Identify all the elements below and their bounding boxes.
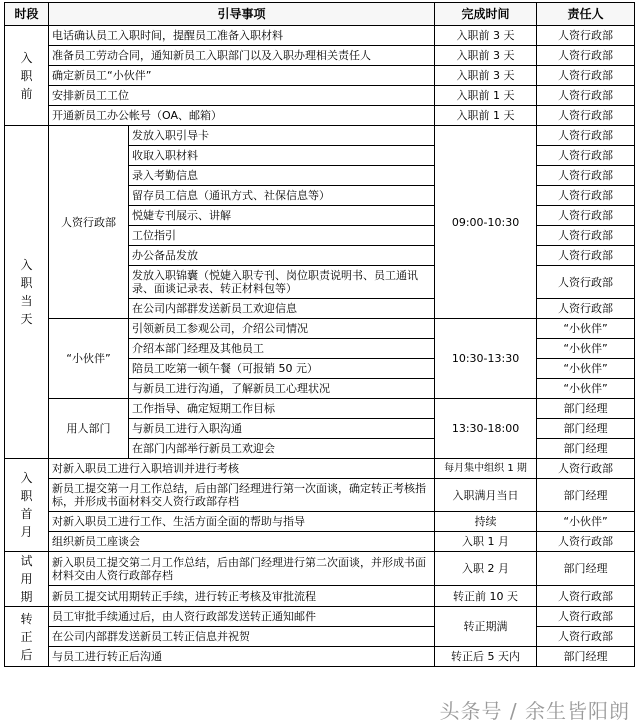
table-row [5,46,635,66]
owner-cell: “小伙伴” [537,339,635,359]
table-row [5,512,635,532]
item-cell: 确定新员工“小伙伴” [49,66,435,86]
item-cell: 对新入职员工进行工作、生活方面全面的帮助与指导 [49,512,435,532]
time-cell: 入职 1 月 [435,532,537,552]
table-row [5,86,635,106]
phase-probation: 试 用 期 [5,552,49,607]
owner-cell: 人资行政部 [537,46,635,66]
time-cell: 入职前 3 天 [435,66,537,86]
item-cell: 电话确认员工入职时间，提醒员工准备入职材料 [49,26,435,46]
group-hr: 人资行政部 [49,126,129,319]
time-cell: 13:30-18:00 [435,399,537,459]
item-cell: 与新员工进行沟通，了解新员工心理状况 [129,379,435,399]
phase-before: 入 职 前 [5,26,49,126]
item-cell: 悦婕专刊展示、讲解 [129,206,435,226]
group-dept: 用人部门 [49,399,129,459]
item-cell: 准备员工劳动合同，通知新员工入职部门以及入职办理相关责任人 [49,46,435,66]
item-cell: 安排新员工工位 [49,86,435,106]
item-cell: 开通新员工办公帐号（OA、邮箱） [49,106,435,126]
owner-cell: 人资行政部 [537,66,635,86]
item-cell: 发放入职锦囊（悦婕入职专刊、岗位职责说明书、员工通讯录、面谈记录表、转正材料包等） [129,266,435,299]
time-cell: 每月集中组织 1 期 [435,459,537,479]
owner-cell: 人资行政部 [537,459,635,479]
header-phase: 时段 [5,3,49,26]
owner-cell: “小伙伴” [537,379,635,399]
owner-cell: 人资行政部 [537,299,635,319]
owner-cell: 人资行政部 [537,246,635,266]
phase-day: 入 职 当 天 [5,126,49,459]
table-row [5,627,635,647]
owner-cell: 人资行政部 [537,186,635,206]
table-row [5,26,635,46]
time-cell: 入职前 1 天 [435,106,537,126]
owner-cell: 人资行政部 [537,166,635,186]
item-cell: 新入职员工提交第二月工作总结，后由部门经理进行第二次面谈，并形成书面材料交由人资行政部存档 [49,552,435,586]
table-row [5,66,635,86]
header-owner: 责任人 [537,3,635,26]
time-cell: 持续 [435,512,537,532]
item-cell: 留存员工信息（通讯方式、社保信息等） [129,186,435,206]
table-row [5,126,635,146]
time-cell: 入职前 3 天 [435,26,537,46]
owner-cell: 人资行政部 [537,627,635,647]
header-item: 引导事项 [49,3,435,26]
item-cell: 收取入职材料 [129,146,435,166]
table-row [5,106,635,126]
owner-cell: 部门经理 [537,479,635,512]
item-cell: 发放入职引导卡 [129,126,435,146]
owner-cell: 人资行政部 [537,266,635,299]
owner-cell: 部门经理 [537,552,635,586]
item-cell: 组织新员工座谈会 [49,532,435,552]
table-row [5,647,635,667]
item-cell: 对新入职员工进行入职培训并进行考核 [49,459,435,479]
time-cell: 转正期满 [435,607,537,647]
owner-cell: 人资行政部 [537,206,635,226]
table-row [5,459,635,479]
time-cell: 转正后 5 天内 [435,647,537,667]
owner-cell: 人资行政部 [537,607,635,627]
item-cell: 新员工提交试用期转正手续，进行转正考核及审批流程 [49,586,435,607]
owner-cell: 人资行政部 [537,532,635,552]
table-row [5,479,635,512]
owner-cell: 人资行政部 [537,126,635,146]
table-row [5,399,635,419]
time-cell: 转正前 10 天 [435,586,537,607]
owner-cell: 部门经理 [537,419,635,439]
onboarding-table [4,2,635,667]
time-cell: 10:30-13:30 [435,319,537,399]
item-cell: 在公司内部群发送新员工转正信息并祝贺 [49,627,435,647]
table-row [5,532,635,552]
item-cell: 办公备品发放 [129,246,435,266]
owner-cell: 人资行政部 [537,586,635,607]
item-cell: 在公司内部群发送新员工欢迎信息 [129,299,435,319]
group-buddy: “小伙伴” [49,319,129,399]
owner-cell: “小伙伴” [537,359,635,379]
owner-cell: 人资行政部 [537,26,635,46]
owner-cell: 人资行政部 [537,106,635,126]
time-cell: 入职前 3 天 [435,46,537,66]
item-cell: 引领新员工参观公司，介绍公司情况 [129,319,435,339]
item-cell: 陪员工吃第一顿午餐（可报销 50 元） [129,359,435,379]
item-cell: 工作指导、确定短期工作目标 [129,399,435,419]
item-cell: 与新员工进行入职沟通 [129,419,435,439]
item-cell: 新员工提交第一月工作总结，后由部门经理进行第一次面谈，确定转正考核指标，并形成书面材料交人资行政部存档 [49,479,435,512]
table-row [5,552,635,586]
phase-month1: 入 职 首 月 [5,459,49,552]
owner-cell: 部门经理 [537,439,635,459]
watermark: 头条号 / 余生皆阳朗 [439,699,630,723]
item-cell: 与员工进行转正后沟通 [49,647,435,667]
owner-cell: “小伙伴” [537,319,635,339]
owner-cell: 部门经理 [537,647,635,667]
phase-after: 转 正 后 [5,607,49,667]
item-cell: 在部门内部举行新员工欢迎会 [129,439,435,459]
item-cell: 介绍本部门经理及其他员工 [129,339,435,359]
time-cell: 09:00-10:30 [435,126,537,319]
owner-cell: 人资行政部 [537,226,635,246]
table-row [5,586,635,607]
table-row [5,319,635,339]
item-cell: 录入考勤信息 [129,166,435,186]
owner-cell: 部门经理 [537,399,635,419]
item-cell: 员工审批手续通过后，由人资行政部发送转正通知邮件 [49,607,435,627]
item-cell: 工位指引 [129,226,435,246]
table-row [5,607,635,627]
owner-cell: 人资行政部 [537,146,635,166]
owner-cell: 人资行政部 [537,86,635,106]
time-cell: 入职满月当日 [435,479,537,512]
header-row [5,3,635,26]
time-cell: 入职 2 月 [435,552,537,586]
owner-cell: “小伙伴” [537,512,635,532]
header-time: 完成时间 [435,3,537,26]
time-cell: 入职前 1 天 [435,86,537,106]
